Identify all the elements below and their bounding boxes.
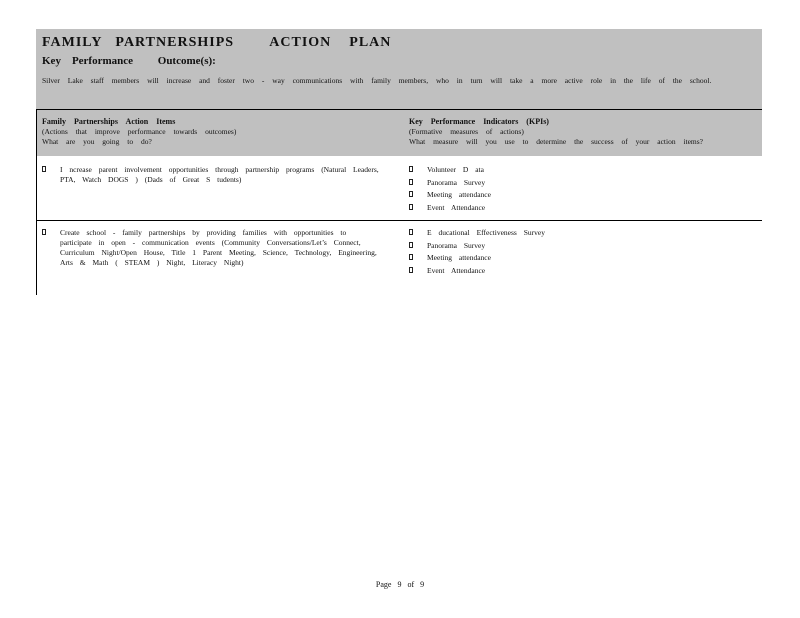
checkbox-bullet-icon — [409, 204, 413, 210]
action-items-header — [42, 117, 402, 147]
plan-header — [36, 29, 762, 110]
checkbox-bullet-icon — [409, 166, 413, 172]
page-number: Page 9 of 9 — [375, 580, 425, 589]
kpi-text: Meeting attendance — [427, 190, 491, 199]
checkbox-bullet-icon — [409, 179, 413, 185]
kpi-subtitle: (Formative measures of actions) — [409, 127, 524, 136]
kpi-title: Key Performance Indicators (KPIs) — [409, 117, 549, 126]
list-item — [409, 228, 749, 238]
action-item-list — [42, 228, 382, 271]
table-row — [36, 221, 762, 293]
checkbox-bullet-icon — [409, 267, 413, 273]
kpi-text: Panorama Survey — [427, 240, 486, 250]
page-title: FAMILY PARTNERSHIPS ACTION PLAN — [42, 35, 392, 50]
list-item — [409, 253, 749, 263]
action-item-text: Create school - family partnerships by providing families with opportunities to participate in open - communication events (Community Conversations/Let’s Connect, Curriculum Night/Open House, Title 1 Parent Meeting, Science, Technology, Engineering, Arts & Math ( STEAM ) Night, Literacy Night) — [60, 228, 377, 267]
checkbox-bullet-icon — [42, 229, 46, 235]
checkbox-bullet-icon — [409, 254, 413, 260]
kpi-text: E ducational Effectiveness Survey — [427, 228, 545, 237]
kpi-text: Event Attendance — [427, 202, 486, 212]
action-items-title: Family Partnerships Action Items — [42, 117, 176, 126]
kpi-question: What measure will you use to determine the success of your action items? — [409, 137, 704, 146]
kpi-header — [409, 117, 759, 147]
checkbox-bullet-icon — [409, 242, 413, 248]
kpi-list — [409, 228, 749, 278]
list-item — [409, 203, 749, 213]
list-item — [409, 241, 749, 251]
kpi-text: Event Attendance — [427, 265, 486, 275]
table-row — [36, 158, 762, 221]
kpi-text: Volunteer D ata — [427, 165, 484, 174]
list-item — [409, 190, 749, 200]
action-items-subtitle: (Actions that improve performance towards outcomes) — [42, 127, 237, 136]
checkbox-bullet-icon — [409, 191, 413, 197]
list-item — [409, 266, 749, 276]
outcome-heading: Key Performance Outcome(s): — [42, 55, 216, 67]
list-item — [409, 165, 749, 175]
action-items-question: What are you going to do? — [42, 137, 152, 146]
list-item — [409, 178, 749, 188]
checkbox-bullet-icon — [409, 229, 413, 235]
kpi-text: Panorama Survey — [427, 177, 486, 187]
kpi-list — [409, 165, 749, 215]
list-item — [42, 165, 382, 185]
kpi-text: Meeting attendance — [427, 253, 491, 262]
checkbox-bullet-icon — [42, 166, 46, 172]
outcome-text: Silver Lake staff members will increase and foster two - way communications with family members, who in turn will take a more active role in the life of the school. — [42, 76, 712, 85]
column-header-band — [36, 110, 762, 156]
list-item — [42, 228, 382, 268]
action-item-list — [42, 165, 382, 188]
action-item-text: I ncrease parent involvement opportunities through partnership programs (Natural Leaders, PTA, Watch DOGS ) (Dads of Great S tudents) — [60, 165, 379, 184]
